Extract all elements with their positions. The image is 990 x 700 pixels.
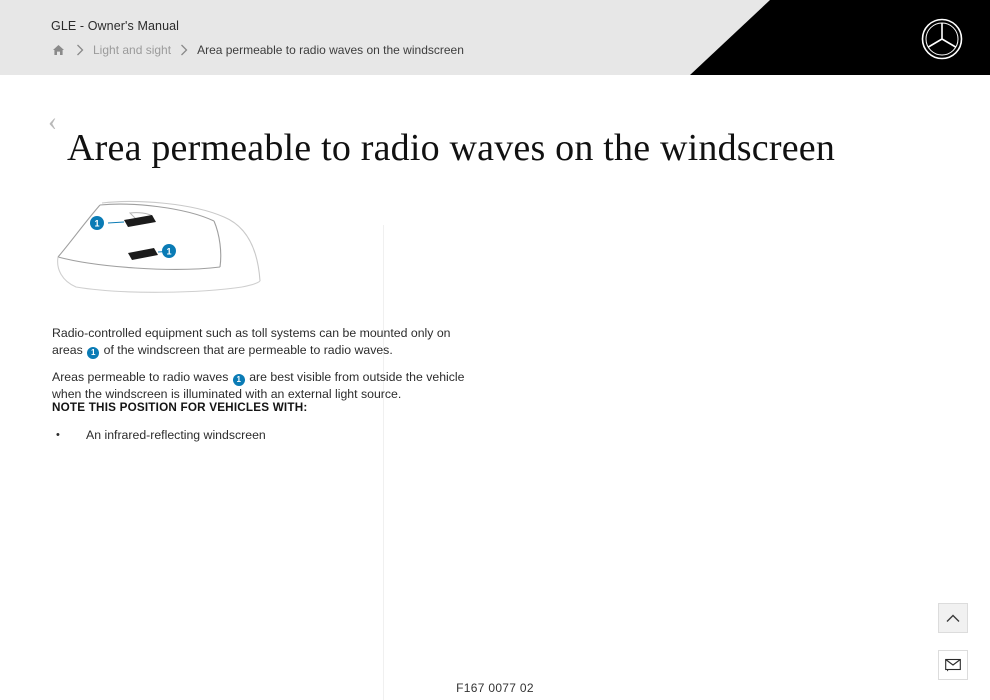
paragraph-1-text-b: of the windscreen that are permeable to radio waves. [103,342,393,357]
paragraph-1 [52,325,472,359]
paragraph-1-text-a: Radio-controlled equipment such as toll systems can be mounted only on areas [52,326,451,357]
breadcrumb-item-parent[interactable]: Light and sight [93,43,172,57]
page-content [0,75,990,700]
page-header [0,0,990,75]
paragraph-2 [52,369,472,403]
page-title-row [48,99,835,198]
scroll-to-top-button[interactable] [938,603,968,633]
list-item [52,427,472,444]
paragraph-2-text-b: are best visible from outside the vehicle when the windscreen is illuminated with an external light source. [52,370,465,402]
bullet-list [52,427,472,444]
chevron-right-icon-2 [171,42,197,58]
svg-text:1: 1 [166,246,172,257]
manual-title: GLE - Owner's Manual [51,19,180,33]
windscreen-diagram [52,195,264,300]
figure-caption: F167 0077 02 [456,681,534,695]
breadcrumb-item-current: Area permeable to radio waves on the windscreen [197,43,464,57]
chevron-up-icon [946,614,960,623]
back-chevron-icon[interactable]: ‹ [48,106,57,136]
bullet-marker: • [56,429,60,441]
feedback-icon [945,658,961,672]
paragraph-2-text-a: Areas permeable to radio waves [52,370,229,385]
breadcrumb [49,41,464,59]
note-heading: NOTE THIS POSITION FOR VEHICLES WITH: [52,401,308,414]
callout-badge-2: 1 [233,374,245,386]
feedback-button[interactable] [938,650,968,680]
mercedes-benz-star-logo [921,18,963,60]
svg-text:1: 1 [94,218,100,229]
home-icon[interactable] [49,41,67,59]
column-rule [383,225,384,700]
page-title: Area permeable to radio waves on the windscreen [67,127,836,170]
callout-badge-1: 1 [87,347,99,359]
chevron-right-icon [67,42,93,58]
bullet-text: An infrared-reflecting windscreen [86,428,266,442]
